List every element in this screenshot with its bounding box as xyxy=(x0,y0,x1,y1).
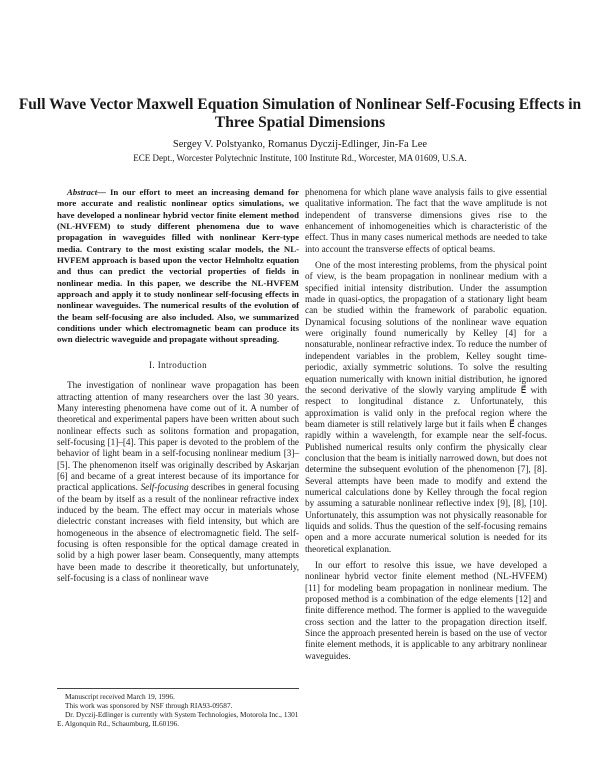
abstract-label: Abstract xyxy=(67,187,98,197)
right-paragraph-1: phenomena for which plane wave analysis fails to give essential qualitative information. The fact that the wave amplitude is not independent of transverse dimensions gives rise to the enhancement of inhomogeneities which is characteristic of the effect. Thus in many cases numerical methods are needed to take into account the transverse effects of optical beams. xyxy=(305,187,547,254)
paper-title: Full Wave Vector Maxwell Equation Simulation of Nonlinear Self-Focusing Effects in Three Spatial Dimensions xyxy=(18,96,582,131)
footnotes xyxy=(57,688,299,728)
author-list: Sergey V. Polstyanko, Romanus Dyczij-Edlinger, Jin-Fa Lee xyxy=(172,139,428,150)
abstract xyxy=(57,187,299,346)
section-heading-introduction: I. Introduction xyxy=(149,359,207,370)
affiliation: ECE Dept., Worcester Polytechnic Institute, 100 Institute Rd., Worcester, MA 01609, U.S.A. xyxy=(133,153,467,163)
footnote-sponsor: This work was sponsored by NSF through RIA93-09587. xyxy=(65,701,233,710)
left-column xyxy=(57,187,299,584)
intro-paragraph-1 xyxy=(57,380,299,584)
right-paragraph-2: One of the most interesting problems, from the physical point of view, is the beam propagation in nonlinear medium with a specified initial intensity distribution. Under the assumption made in quasi-optics, the propagation of a stationary light beam can be studied within the framework of parabolic equation. Dynamical focusing solutions of the nonlinear wave equation were originally found numerically by Kelley [4] for a nonsaturable, nonlinear refractive index. To reduce the number of independent variables in the problem, Kelley sought time-periodic, axially symmetric solutions. To solve the resulting equation numerically with known initial distribution, he ignored the second derivative of the slowly varying amplitude E⃗ with respect to longitudinal distance z. Unfortunately, this approximation is valid only in the prefocal region where the beam diameter is still relatively large but it fails when E⃗ changes rapidly within a wavelength, for example near the self-focus. Published numerical results only confirm the physically clear conclusion that the beam is initially narrowed down, but does not determine the subsequent evolution of the phenomenon [7], [8]. Several attempts have been made to modify and extend the numerical calculations done by Kelley through the focal region by assuming a saturable nonlinear reflective index [9], [8], [10]. Unfortunately, this assumption was not physically reasonable for liquids and solids. Thus the question of the self-focusing remains open and a more accurate numerical solution is needed for its theoretical explanation. xyxy=(305,260,547,554)
intro-paragraph-1-text: The investigation of nonlinear wave propagation has been attracting attention of many researchers over the last 30 years. Many interesting phenomena have come out of it. A number of theoretical and experimental papers have been written about such nonlinear effects such as solitons formation and propagation, self-focusing [1]–[4]. This paper is devoted to the problem of the behavior of light beam in a self-focusing nonlinear medium [3]–[5]. The phenomenon itself was originally described by Askarjan [6] and became of a great interest because of its importance for practical applications. xyxy=(57,380,299,493)
footnote-received: Manuscript received March 19, 1996. xyxy=(65,692,175,701)
right-column xyxy=(305,187,547,662)
right-paragraph-3: In our effort to resolve this issue, we have developed a nonlinear hybrid vector finite element method (NL-HVFEM) [11] for modeling beam propagation in nonlinear medium. The proposed method is a combination of the edge elements [12] and finite difference method. The former is applied to the waveguide cross section and the latter to the propagation direction itself. Since the approach presented herein is based on the use of vector finite element methods, it is applicable to any arbitrary nonlinear waveguides. xyxy=(305,560,547,661)
intro-paragraph-1-rest: describes in general focusing of the beam by itself as a result of the nonlinear refractive index induced by the beam. The effect may occur in materials whose dielectric constant increases with field intensity, but which are homogeneous in the absence of electromagnetic field. The self-focusing is often responsible for the optical damage created in solid by a high power laser beam. Consequently, many attempts have been made to describe it theoretically, but unfortunately, self-focusing is a class of nonlinear wave xyxy=(57,482,300,583)
abstract-text: — In our effort to meet an increasing demand for more accurate and realistic nonlinear optics simulations, we have developed a nonlinear hybrid vector finite element method (NL-HVFEM) to study different phenomena due to wave propagation in waveguides filled with nonlinear Kerr-type media. Contrary to the most existing scalar models, the NL-HVFEM approach is based upon the vector Helmholtz equation and thus can predict the vectorial properties of fields in nonlinear media. In this paper, we describe the NL-HVFEM approach and apply it to study nonlinear self-focusing effects in nonlinear waveguides. The numerical results of the evolution of the beam self-focusing are also included. Also, we summarized conditions under which electromagnetic beam can produce its own dielectric waveguide and propagate without spreading. xyxy=(57,187,299,345)
intro-emphasis: Self-focusing xyxy=(140,482,189,493)
footnote-current-affiliation: Dr. Dyczij-Edlinger is currently with System Technologies, Motorola Inc., 1301 E. Algonquin Rd., Schaumburg, IL60196. xyxy=(57,710,299,728)
